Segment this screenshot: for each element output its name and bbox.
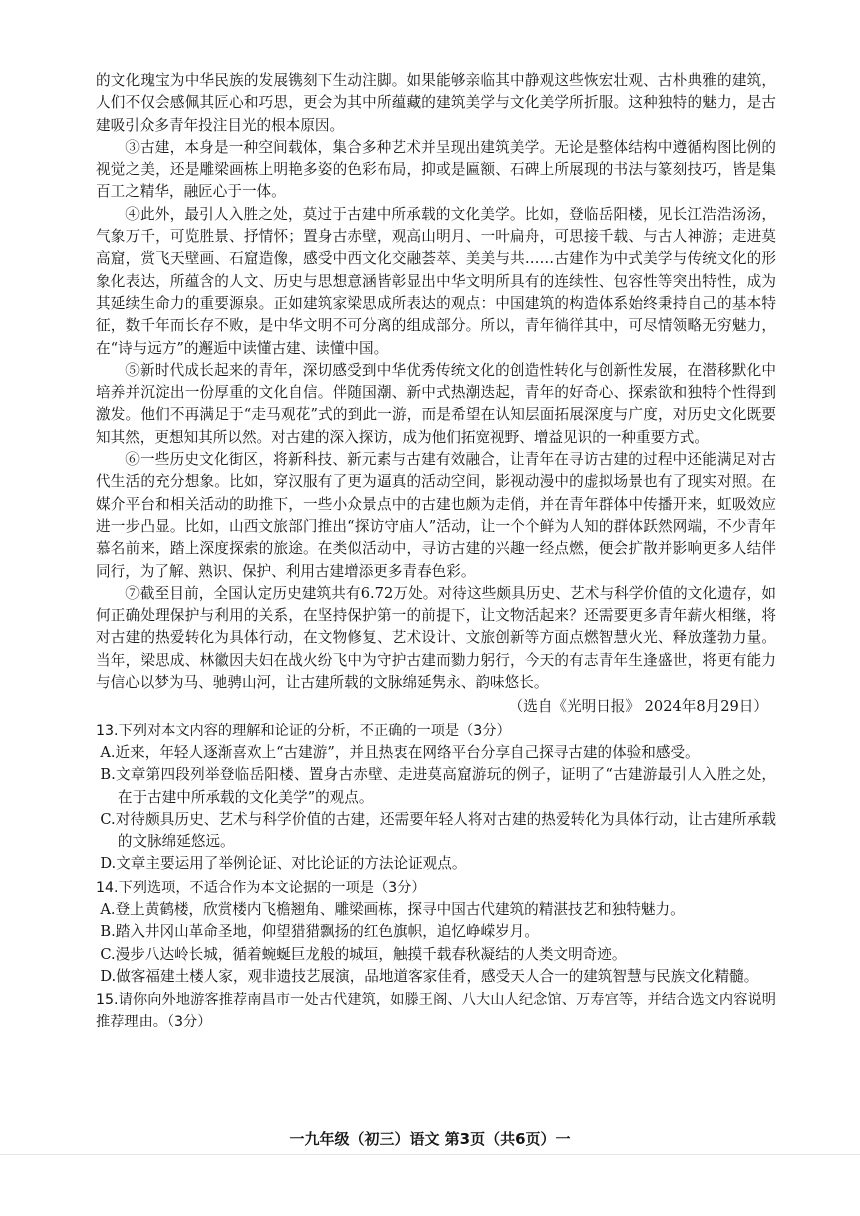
question-stem: 15.请你向外地游客推荐南昌市一处古代建筑，如滕王阁、八大山人纪念馆、万寿宫等，并结合选文内容说明推荐理由。（3分）	[96, 992, 776, 1031]
option-d: D.文章主要运用了举例论证、对比论证的方法论证观点。	[100, 855, 467, 873]
page-divider	[0, 1154, 860, 1155]
option-c: C.漫步八达岭长城，循着蜿蜒巨龙般的城垣，触摸千载春秋凝结的人类文明奇迹。	[100, 945, 627, 963]
option-b: B.踏入井冈山革命圣地，仰望猎猎飘扬的红色旗帜，追忆峥嵘岁月。	[100, 923, 539, 941]
option-d: D.做客福建土楼人家，观非遗技艺展演，品地道客家佳肴，感受天人合一的建筑智慧与民族文化精髓。	[100, 967, 759, 985]
question-14	[96, 877, 776, 988]
question-13	[96, 720, 776, 876]
question-stem: 14.下列选项，不适合作为本文论据的一项是（3分）	[96, 879, 426, 896]
exam-page	[96, 70, 776, 1034]
article-source: （选自《光明日报》 2024年8月29日）	[508, 698, 768, 716]
option-a: A.登上黄鹤楼，欣赏楼内飞檐翘角、雕梁画栋，探寻中国古代建筑的精湛技艺和独特魅力。	[100, 900, 685, 918]
option-b: B.文章第四段列举登临岳阳楼、置身古赤壁、走进莫高窟游玩的例子，证明了“古建游最引人入胜之处，在于古建中所承载的文化美学”的观点。	[100, 766, 776, 806]
paragraph-5: ⑤新时代成长起来的青年，深切感受到中华优秀传统文化的创造性转化与创新性发展，在潜移默化中培养并沉淀出一份厚重的文化自信。伴随国潮、新中式热潮迭起，青年的好奇心、探索欲和独特个性得到激发。他们不再满足于“走马观花”式的到此一游，而是希望在认知层面拓展深度与广度，对历史文化既要知其然，更想知其所以然。对古建的深入探访，成为他们拓宽视野、增益见识的一种重要方式。	[96, 361, 776, 446]
question-stem: 13.下列对本文内容的理解和论证的分析，不正确的一项是（3分）	[96, 722, 511, 739]
option-c: C.对待颇具历史、艺术与科学价值的古建，还需要年轻人将对古建的热爱转化为具体行动，让古建所承载的文脉绵延悠远。	[100, 810, 776, 851]
page-footer: 一九年级（初三）语文 第3页（共6页）一	[289, 1130, 571, 1148]
paragraph-7: ⑦截至目前，全国认定历史建筑共有6.72万处。对待这些颇具历史、艺术与科学价值的文化遗存，如何正确处理保护与利用的关系，在坚持保护第一的前提下，让文物活起来？还需要更多青年薪火相继，将对古建的热爱转化为具体行动，在文物修复、艺术设计、文旅创新等方面点燃智慧火光、释放蓬勃力量。当年，梁思成、林徽因夫妇在战火纷飞中为守护古建而勠力躬行，今天的有志青年生逢盛世，将更有能力与信心以梦为马、驰骋山河，让古建所载的文脉绵延隽永、韵味悠长。	[96, 584, 776, 692]
paragraph-4: ④此外，最引人入胜之处，莫过于古建中所承载的文化美学。比如，登临岳阳楼，见长江浩浩汤汤，气象万千，可览胜景、抒情怀；置身古赤壁，观高山明月、一叶扁舟，可思接千载、与古人神游；走进莫高窟，赏飞天壁画、石窟造像，感受中西文化交融荟萃、美美与共……古建作为中式美学与传统文化的形象化表达，所蕴含的人文、历史与思想意涵皆彰显出中华文明所具有的连续性、包容性等突出特性，成为其延续生命力的重要源泉。正如建筑家梁思成所表达的观点：中国建筑的构造体系始终秉持自己的基本特征，数千年而长存不败，是中华文明不可分离的组成部分。所以，青年徜徉其中，可尽情领略无穷魅力，在“诗与远方”的邂逅中读懂古建、读懂中国。	[96, 205, 776, 357]
paragraph-3: ③古建，本身是一种空间载体，集合多种艺术并呈现出建筑美学。无论是整体结构中遵循构图比例的视觉之美，还是雕梁画栋上明艳多姿的色彩布局，抑或是匾额、石碑上所展现的书法与篆刻技巧，皆是集百工之精华，融匠心于一体。	[96, 138, 776, 201]
option-a: A.近来，年轻人逐渐喜欢上“古建游”，并且热衷在网络平台分享自己探寻古建的体验和感受。	[100, 743, 700, 761]
paragraph-6: ⑥一些历史文化街区，将新科技、新元素与古建有效融合，让青年在寻访古建的过程中还能满足对古代生活的充分想象。比如，穿汉服有了更为逼真的活动空间，影视动漫中的虚拟场景也有了现实对照。在媒介平台和相关活动的助推下，一些小众景点中的古建也颇为走俏，并在青年群体中传播开来，虹吸效应进一步凸显。比如，山西文旅部门推出“探访守庙人”活动，让一个个鲜为人知的群体跃然网端，不少青年慕名前来，踏上深度探索的旅途。在类似活动中，寻访古建的兴趣一经点燃，便会扩散并影响更多人结伴同行，为了解、熟识、保护、利用古建增添更多青春色彩。	[96, 451, 776, 580]
paragraph-intro: 的文化瑰宝为中华民族的发展镌刻下生动注脚。如果能够亲临其中静观这些恢宏壮观、古朴典雅的建筑，人们不仅会感佩其匠心和巧思，更会为其中所蕴藏的建筑美学与文化美学所折服。这种独特的魅力，是古建吸引众多青年投注目光的根本原因。	[96, 72, 776, 134]
question-15	[96, 989, 776, 1034]
